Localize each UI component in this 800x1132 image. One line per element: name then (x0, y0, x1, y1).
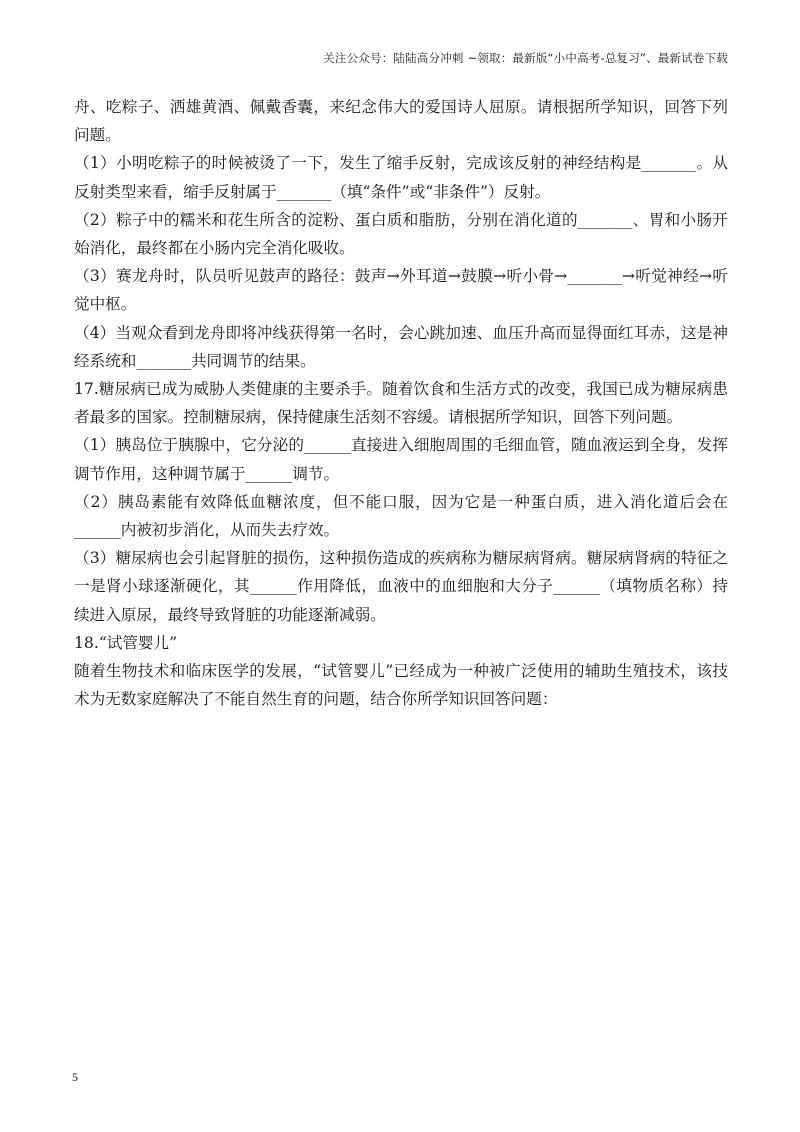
question-17-stem: 17.糖尿病已成为威胁人类健康的主要杀手。随着饮食和生活方式的改变，我国已成为糖尿病患者最多的国家。控制糖尿病，保持健康生活刻不容缓。请根据所学知识，回答下列问题。 (74, 380, 728, 427)
document-body (74, 93, 728, 713)
page-number: 5 (72, 1070, 78, 1084)
question-16-part-2: （2）粽子中的糯米和花生所含的淀粉、蛋白质和脂肪，分别在消化道的_______、胃和小肠开始消化，最终都在小肠内完全消化吸收。 (74, 210, 728, 258)
question-17-part-3: （3）糖尿病也会引起肾脏的损伤，这种损伤造成的疾病称为糖尿病肾病。糖尿病肾病的特征之一是肾小球逐渐硬化，其______作用降低，血液中的血细胞和大分子______（填物质名称）持续进入原尿，最终导致肾脏的功能逐渐减弱。 (74, 549, 728, 624)
paragraph-intro-continued: 舟、吃粽子、洒雄黄酒、佩戴香囊，来纪念伟大的爱国诗人屈原。请根据所学知识，回答下列问题。 (74, 98, 728, 145)
question-16-part-1: （1）小明吃粽子的时候被烫了一下，发生了缩手反射，完成该反射的神经结构是_______。从反射类型来看，缩手反射属于_______（填“条件”或“非条件”）反射。 (74, 154, 728, 201)
question-16-part-3: （3）赛龙舟时，队员听见鼓声的路径：鼓声→外耳道→鼓膜→听小骨→_______→听觉神经→听觉中枢。 (74, 267, 728, 314)
question-17-part-2: （2）胰岛素能有效降低血糖浓度，但不能口服，因为它是一种蛋白质，进入消化道后会在______内被初步消化，从而失去疗效。 (74, 492, 728, 540)
question-17-part-1: （1）胰岛位于胰腺中，它分泌的______直接进入细胞周围的毛细血管，随血液运到全身，发挥调节作用，这种调节属于______调节。 (74, 436, 728, 483)
question-16-part-4: （4）当观众看到龙舟即将冲线获得第一名时，会心跳加速、血压升高而显得面红耳赤，这是神经系统和_______共同调节的结果。 (74, 323, 728, 370)
page-header: 关注公众号：陆陆高分冲刺 ~领取：最新版“小中高考-总复习”、最新试卷下载 (323, 51, 728, 65)
question-18-title: 18.“试管婴儿” (74, 633, 178, 652)
question-18-stem: 随着生物技术和临床医学的发展，“试管婴儿”已经成为一种被广泛使用的辅助生殖技术，该技术为无数家庭解决了不能自然生育的问题，结合你所学知识回答问题： (74, 662, 728, 709)
